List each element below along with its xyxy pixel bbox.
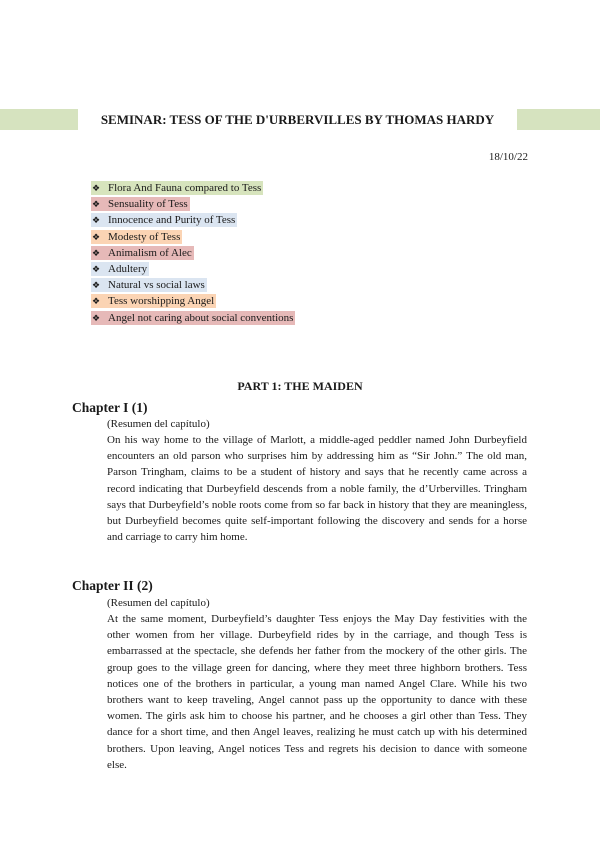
document-date: 18/10/22 xyxy=(488,151,528,163)
topic-highlight xyxy=(91,213,237,227)
diamond-bullet-icon: ❖ xyxy=(92,183,101,193)
diamond-bullet-icon: ❖ xyxy=(92,247,101,258)
list-item xyxy=(91,196,295,212)
diamond-bullet-icon: ❖ xyxy=(92,312,101,323)
diamond-bullet-icon: ❖ xyxy=(92,296,101,307)
topic-label: Angel not caring about social conventions xyxy=(108,311,294,324)
topic-label: Innocence and Purity of Tess xyxy=(108,214,236,227)
diamond-bullet-icon: ❖ xyxy=(92,231,101,242)
diamond-bullet-icon: ❖ xyxy=(92,199,101,210)
list-item xyxy=(91,293,295,309)
topic-highlight xyxy=(91,246,194,260)
topic-highlight xyxy=(91,278,207,292)
list-item xyxy=(91,261,295,277)
chapter-1-title: Chapter I (1) xyxy=(72,400,148,415)
topic-label: Tess worshipping Angel xyxy=(108,295,215,308)
list-item xyxy=(91,180,295,196)
topic-highlight xyxy=(91,262,149,276)
diamond-bullet-icon: ❖ xyxy=(92,263,101,274)
topic-list xyxy=(91,180,295,326)
list-item xyxy=(91,245,295,261)
chapter-1-summary: On his way home to the village of Marlott, a middle-aged peddler named John Durbeyfield encounters an old parson who surprises him by addressing him as “Sir John.” The old man, Parson Tringham, claims to be a student of history and says that he recently came across a record indicating that Durbeyfield descends from a noble family, the d’Urbervilles. Tringham says that Durbeyfield’s noble roots come from so far back in history that they are meaningless, but Durbeyfield becomes quite self-important following the discovery and sends for a horse and carriage to carry him home. xyxy=(107,434,527,544)
topic-label: Flora And Fauna compared to Tess xyxy=(108,182,262,194)
document-title: SEMINAR: TESS OF THE D'URBERVILLES BY THOMAS HARDY xyxy=(78,109,517,130)
list-item xyxy=(91,310,295,326)
topic-highlight xyxy=(91,311,295,325)
topic-highlight xyxy=(91,294,216,308)
list-item xyxy=(91,277,295,293)
part-heading: PART 1: THE MAIDEN xyxy=(237,379,363,393)
chapter-2-summary: At the same moment, Durbeyfield’s daughter Tess enjoys the May Day festivities with the other women from her village. Durbeyfield rides by in the carriage, and though Tess is embarrassed at the spectacle, she defends her father from the mockery of the other girls. The group goes to the village green for dancing, where they meet three highborn brothers. Tess notices one of the brothers in particular, a young man named Angel Clare. While his two brothers want to keep traveling, Angel cannot pass up the opportunity to dance with these women. The girls ask him to choose his partner, and he chooses a girl other than Tess. They dance for a short time, and then Angel leaves, realizing he must catch up with his determined brothers. Upon leaving, Angel notices Tess and regrets his decision to dance with someone else. xyxy=(107,613,527,771)
topic-highlight xyxy=(91,230,182,244)
chapter-2-subtitle: (Resumen del capítulo) xyxy=(107,597,210,609)
chapter-2-title: Chapter II (2) xyxy=(72,578,153,593)
topic-label: Adultery xyxy=(108,262,148,275)
diamond-bullet-icon: ❖ xyxy=(92,280,101,291)
topic-label: Sensuality of Tess xyxy=(108,198,188,211)
diamond-bullet-icon: ❖ xyxy=(92,215,101,226)
chapter-1-subtitle: (Resumen del capítulo) xyxy=(107,418,210,430)
list-item xyxy=(91,229,295,245)
list-item xyxy=(91,212,295,228)
topic-label: Modesty of Tess xyxy=(108,230,181,243)
topic-highlight xyxy=(91,197,190,211)
topic-label: Natural vs social laws xyxy=(108,279,205,292)
topic-highlight xyxy=(91,181,263,195)
topic-label: Animalism of Alec xyxy=(108,246,192,259)
